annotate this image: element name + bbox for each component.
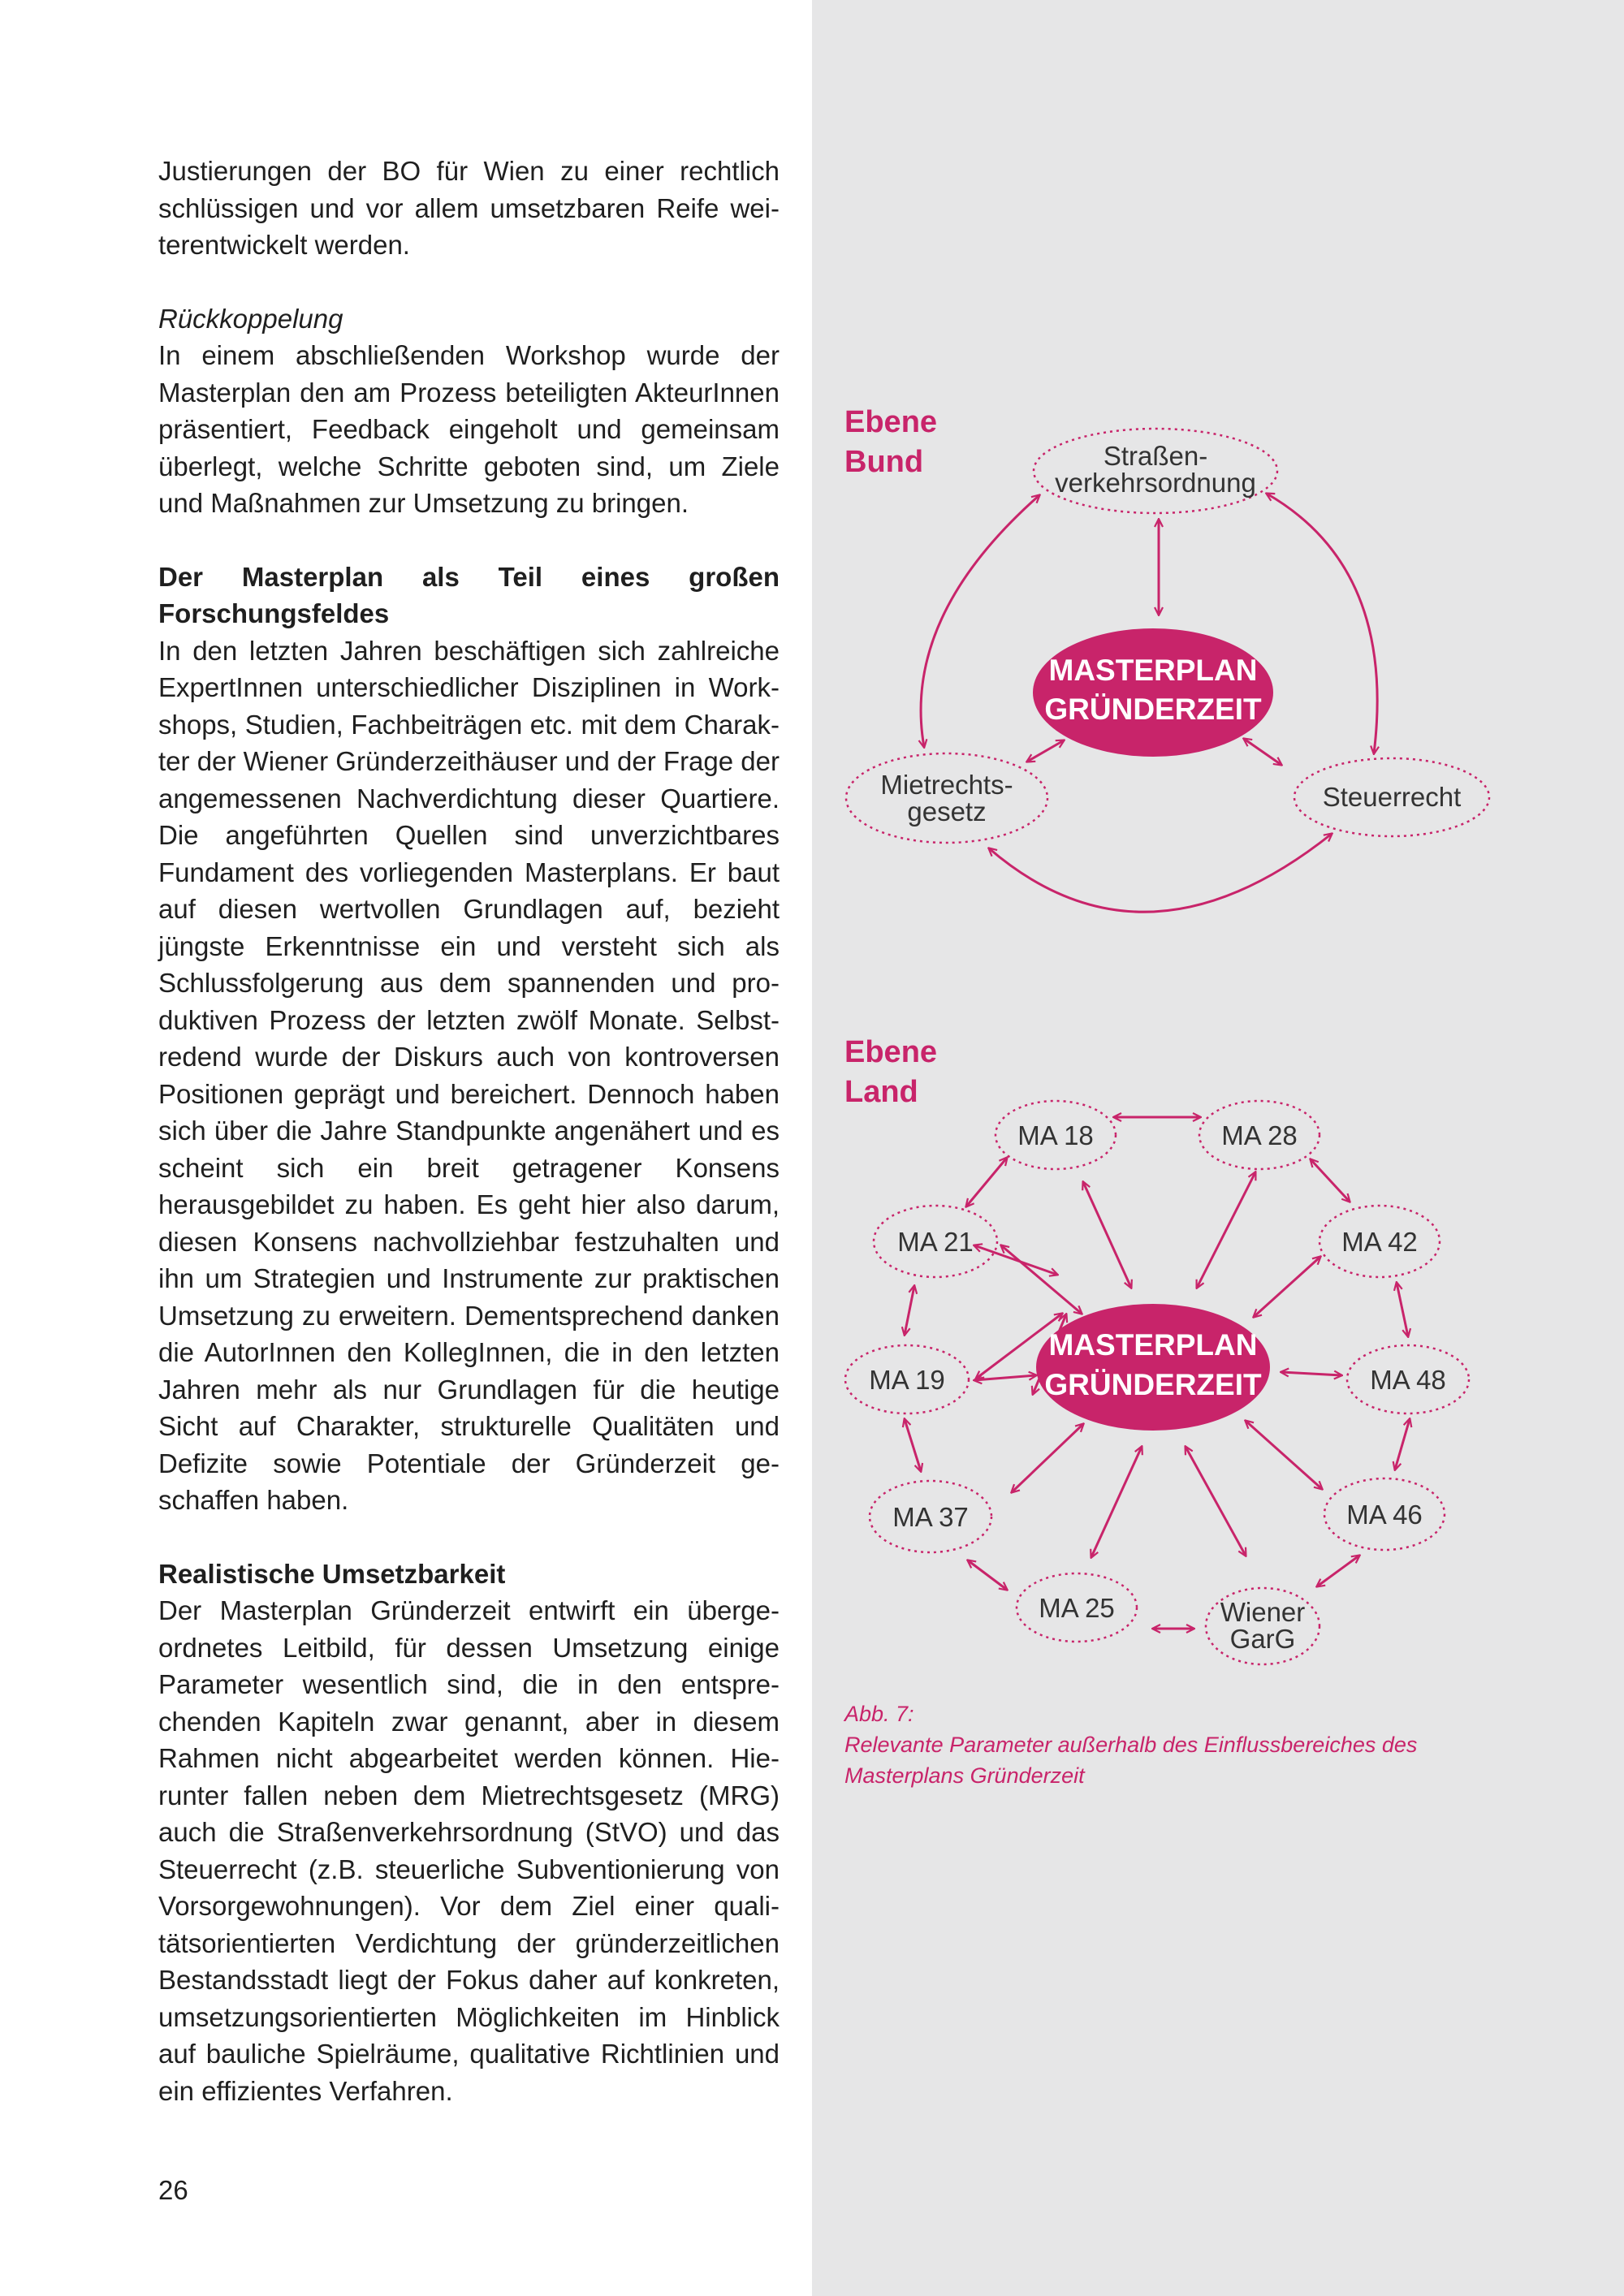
node-ma25: MA 25 [1039,1593,1115,1623]
ebene-bund-label-line1: Ebene [844,405,938,439]
node-ma42: MA 42 [1341,1227,1418,1257]
caption-line2: Relevante Parameter außerhalb des Einflussbereiches des [844,1733,1418,1757]
section-heading-umsetzbarkeit: Realistische Umsetzbarkeit [158,1558,506,1589]
page-number: 26 [158,2175,188,2205]
node-steuer-label: Steuerrecht [1322,782,1462,812]
spoke-garg [1186,1447,1246,1556]
figure-caption [844,1698,1559,1791]
node-ma46: MA 46 [1346,1500,1423,1530]
spoke-ma46 [1246,1421,1322,1489]
node-garg-line1: Wiener [1220,1597,1306,1627]
ring-ma37-ma25 [968,1560,1007,1590]
spoke-ma19 [974,1375,1036,1380]
ebene-bund-label-line2: Bund [844,445,924,479]
body-text-column [158,153,780,2109]
intro-paragraph: Justierungen der BO für Wien zu einer rechtlich schlüssigen und vor allem umsetzbaren Reife weiterentwickelt werden. [158,156,780,260]
section-heading-forschungsfeld: Der Masterplan als Teil eines großen Forschungsfeldes [158,561,780,628]
node-ma18: MA 18 [1017,1120,1094,1150]
caption-line1: Abb. 7: [844,1702,914,1726]
ring-ma19-ma37 [905,1419,921,1471]
node-ma19: MA 19 [869,1365,945,1395]
node-garg-line2: GarG [1229,1624,1296,1654]
node-ma37: MA 37 [892,1502,969,1532]
ring-ma48-ma46 [1395,1419,1410,1470]
node-ma21: MA 21 [897,1227,974,1257]
spoke-ma28 [1197,1172,1255,1288]
node-ma28: MA 28 [1221,1120,1298,1150]
node-ma48: MA 48 [1370,1365,1446,1395]
ring-ma28-ma42 [1311,1159,1350,1202]
land-center-masterplan [1036,1304,1270,1431]
rueckkoppelung-title: Rückkoppelung [158,303,343,334]
node-mietrecht-line2: gesetz [907,796,987,826]
land-center-line1: MASTERPLAN [1048,1328,1258,1362]
ebene-land-label-line2: Land [844,1075,918,1109]
node-mietrecht-line1: Mietrechts- [880,770,1013,800]
land-diagram-layer [812,0,1624,1705]
forschungsfeld-paragraph: In den letzten Jahren beschäftigen sich zahlreiche ExpertInnen unterschiedlicher Disziplinen in Workshops, Studien, Fachbeiträgen etc. mit dem Charakter der Wiener Gründerzeithäuser und der Frage der angemessenen Nachverdichtung dieser Quartiere. Die angeführten Quellen sind unverzichtbares Fundament des vorliegenden Masterplans. Er baut auf diesen wertvollen Grundlagen auf, bezieht jüngste Erkenntnisse ein und versteht sich als Schlussfolgerung aus dem spannenden und produktiven Prozess der letzten zwölf Monate. Selbstredend wurde der Diskurs auch von kontroversen Positionen geprägt und bereichert. Dennoch haben sich über die Jahre Standpunkte angenähert und es scheint sich ein breit getragener Konsens herausgebildet zu haben. Es geht hier also darum, diesen Konsens nachvollziehbar festzuhalten und ihn um Strategien und Instrumente zur praktischen Umsetzung zu erweitern. Dementsprechend danken die AutorInnen den KollegInnen, die in den letzten Jahren mehr als nur Grundlagen für die heutige Sicht auf Charakter, strukturelle Qualitäten und Defizite sowie Potentiale der Gründerzeit geschaffen haben. [158,635,780,1515]
spoke-ma37 [1012,1424,1083,1492]
rueckkoppelung-paragraph: In einem abschließenden Workshop wurde der Masterplan den am Prozess beteiligten AkteurInnen präsentiert, Feedback eingeholt und gemeinsam überlegt, welche Schritte geboten sind, um Ziele und Maßnahmen zur Umsetzung zu bringen. [158,340,780,518]
ring-ma42-ma48 [1397,1283,1408,1336]
spoke-ma48 [1281,1372,1341,1375]
spoke-ma25 [1091,1447,1142,1557]
land-center-line2: GRÜNDERZEIT [1044,1368,1262,1401]
spoke-ma18 [1083,1182,1131,1288]
caption-line3: Masterplans Gründerzeit [844,1763,1085,1788]
ring-ma18-ma21 [966,1158,1007,1206]
bund-center-line1: MASTERPLAN [1048,654,1258,687]
umsetzbarkeit-paragraph: Der Masterplan Gründerzeit entwirft ein übergeordnetes Leitbild, für dessen Umsetzung einige Parameter wesentlich sind, die in den entsprechenden Kapiteln zwar genannt, aber in diesem Rahmen nicht abgearbeitet werden können. Hierunter fallen neben dem Mietrechtsgesetz (MRG) auch die Straßenverkehrsordnung (StVO) und das Steuerrecht (z.B. steuerliche Subventionierung von Vorsorgewohnungen). Vor dem Ziel einer qualitätsorientierten Verdichtung der gründerzeitlichen Bestandsstadt liegt der Fokus daher auf konkreten, umsetzungsorientierten Möglichkeiten im Hinblick auf bauliche Spielräume, qualitative Richtlinien und ein effizientes Verfahren. [158,1595,780,2106]
ring-ma46-garg [1317,1556,1359,1586]
ebene-land-label-line1: Ebene [844,1035,938,1069]
node-strassen-line1: Straßen- [1103,441,1208,471]
spoke-ma21 [1001,1245,1082,1314]
bund-center-line2: GRÜNDERZEIT [1044,693,1262,726]
node-strassen-line2: verkehrsordnung [1055,468,1256,498]
spoke-ma42 [1254,1257,1320,1317]
ring-ma21-ma19 [905,1286,914,1335]
